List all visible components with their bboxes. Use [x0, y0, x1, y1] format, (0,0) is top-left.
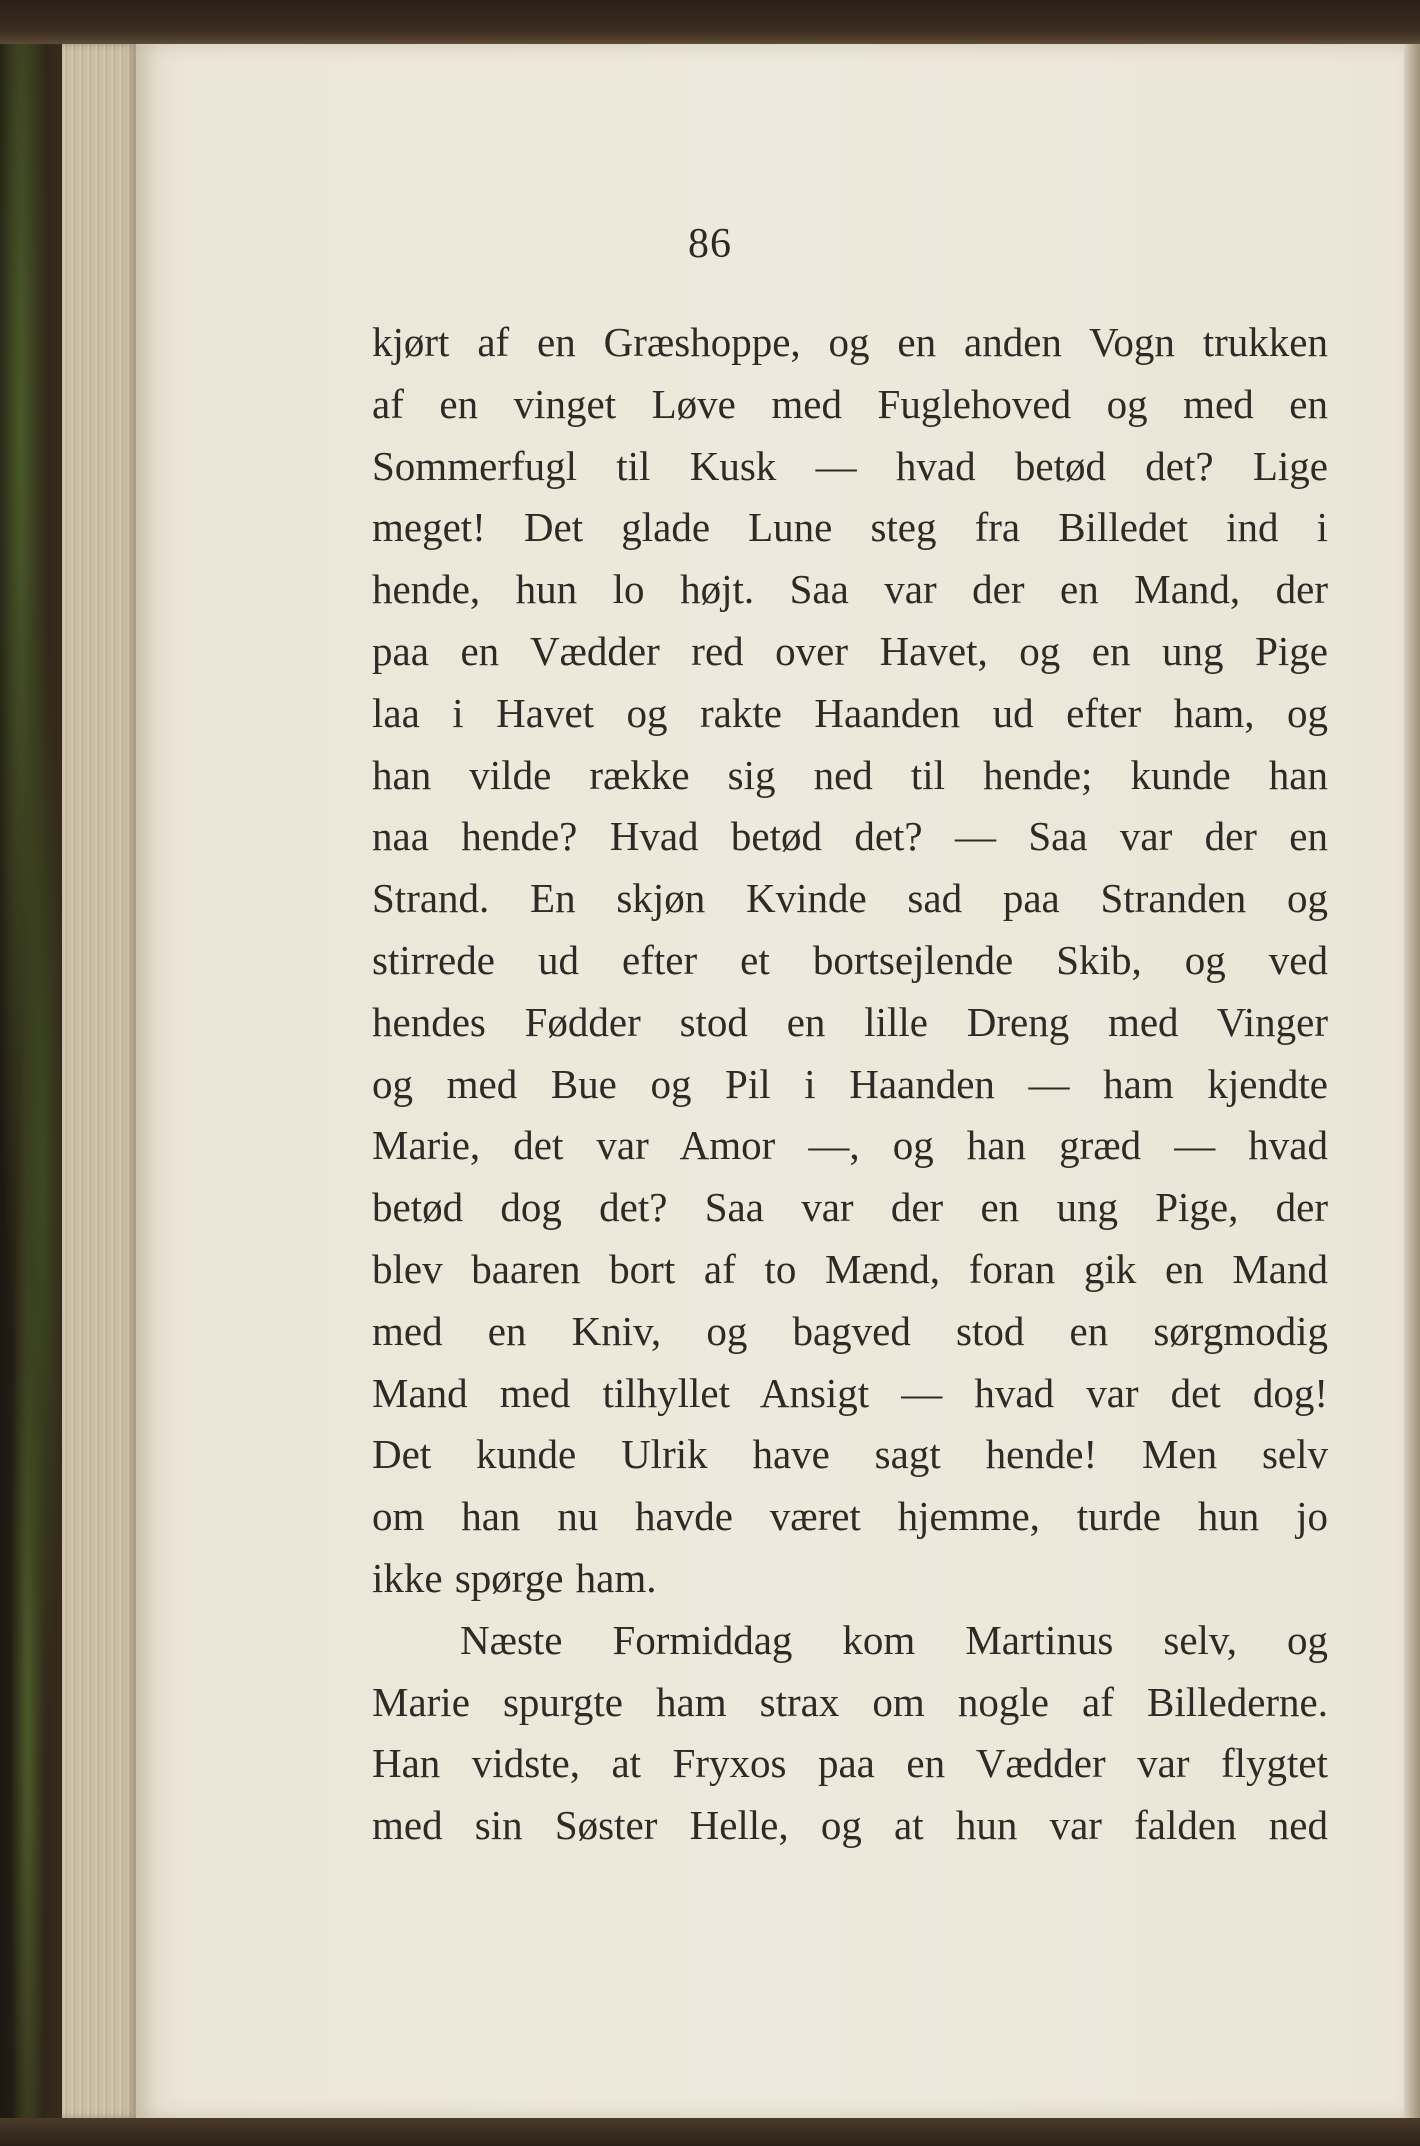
- book-cover-top: [0, 0, 1420, 44]
- text-line: hendes Fødder stod en lille Dreng med Vinger: [372, 998, 1328, 1045]
- page-text: [372, 312, 1328, 1857]
- text-line: paa en Vædder red over Havet, og en ung Pige: [372, 627, 1328, 674]
- text-line: kjørt af en Græshoppe, og en anden Vogn trukken: [372, 319, 1328, 365]
- text-line: med en Kniv, og bagved stod en sørgmodig: [372, 1307, 1328, 1354]
- text-line: Marie, det var Amor —, og han græd — hvad: [372, 1122, 1328, 1169]
- text-line: ikke spørge ham.: [372, 1554, 657, 1601]
- text-line: blev baaren bort af to Mænd, foran gik en Mand: [372, 1245, 1328, 1292]
- book-cover-left: [0, 0, 70, 2146]
- page-number: 86: [688, 221, 732, 267]
- text-line: hende, hun lo højt. Saa var der en Mand, der: [372, 566, 1328, 613]
- text-line: meget! Det glade Lune steg fra Billedet ind i: [372, 504, 1328, 551]
- text-line: Det kunde Ulrik have sagt hende! Men selv: [372, 1431, 1328, 1478]
- text-line: Mand med tilhyllet Ansigt — hvad var det dog!: [372, 1369, 1328, 1416]
- text-line: laa i Havet og rakte Haanden ud efter ham, og: [372, 689, 1328, 736]
- page-right-edge: [1404, 44, 1420, 2118]
- text-line: Marie spurgte ham strax om nogle af Billederne.: [372, 1678, 1328, 1725]
- book-cover-bottom: [0, 2118, 1420, 2146]
- text-line: han vilde række sig ned til hende; kunde han: [372, 751, 1328, 798]
- text-line: betød dog det? Saa var der en ung Pige, der: [372, 1184, 1328, 1231]
- text-line: om han nu havde været hjemme, turde hun jo: [372, 1493, 1328, 1540]
- text-line: Strand. En skjøn Kvinde sad paa Stranden og: [372, 875, 1328, 922]
- text-line: Sommerfugl til Kusk — hvad betød det? Lige: [372, 442, 1328, 489]
- text-line: og med Bue og Pil i Haanden — ham kjendte: [372, 1060, 1328, 1107]
- page-stack-edges: [62, 44, 138, 2118]
- text-line: stirrede ud efter et bortsejlende Skib, og ved: [372, 936, 1328, 983]
- text-line: af en vinget Løve med Fuglehoved og med en: [372, 380, 1328, 427]
- text-line: med sin Søster Helle, og at hun var falden ned: [372, 1802, 1328, 1849]
- text-line: Han vidste, at Fryxos paa en Vædder var flygtet: [372, 1740, 1328, 1787]
- text-line: naa hende? Hvad betød det? — Saa var der en: [372, 813, 1328, 860]
- text-line: Næste Formiddag kom Martinus selv, og: [460, 1616, 1328, 1663]
